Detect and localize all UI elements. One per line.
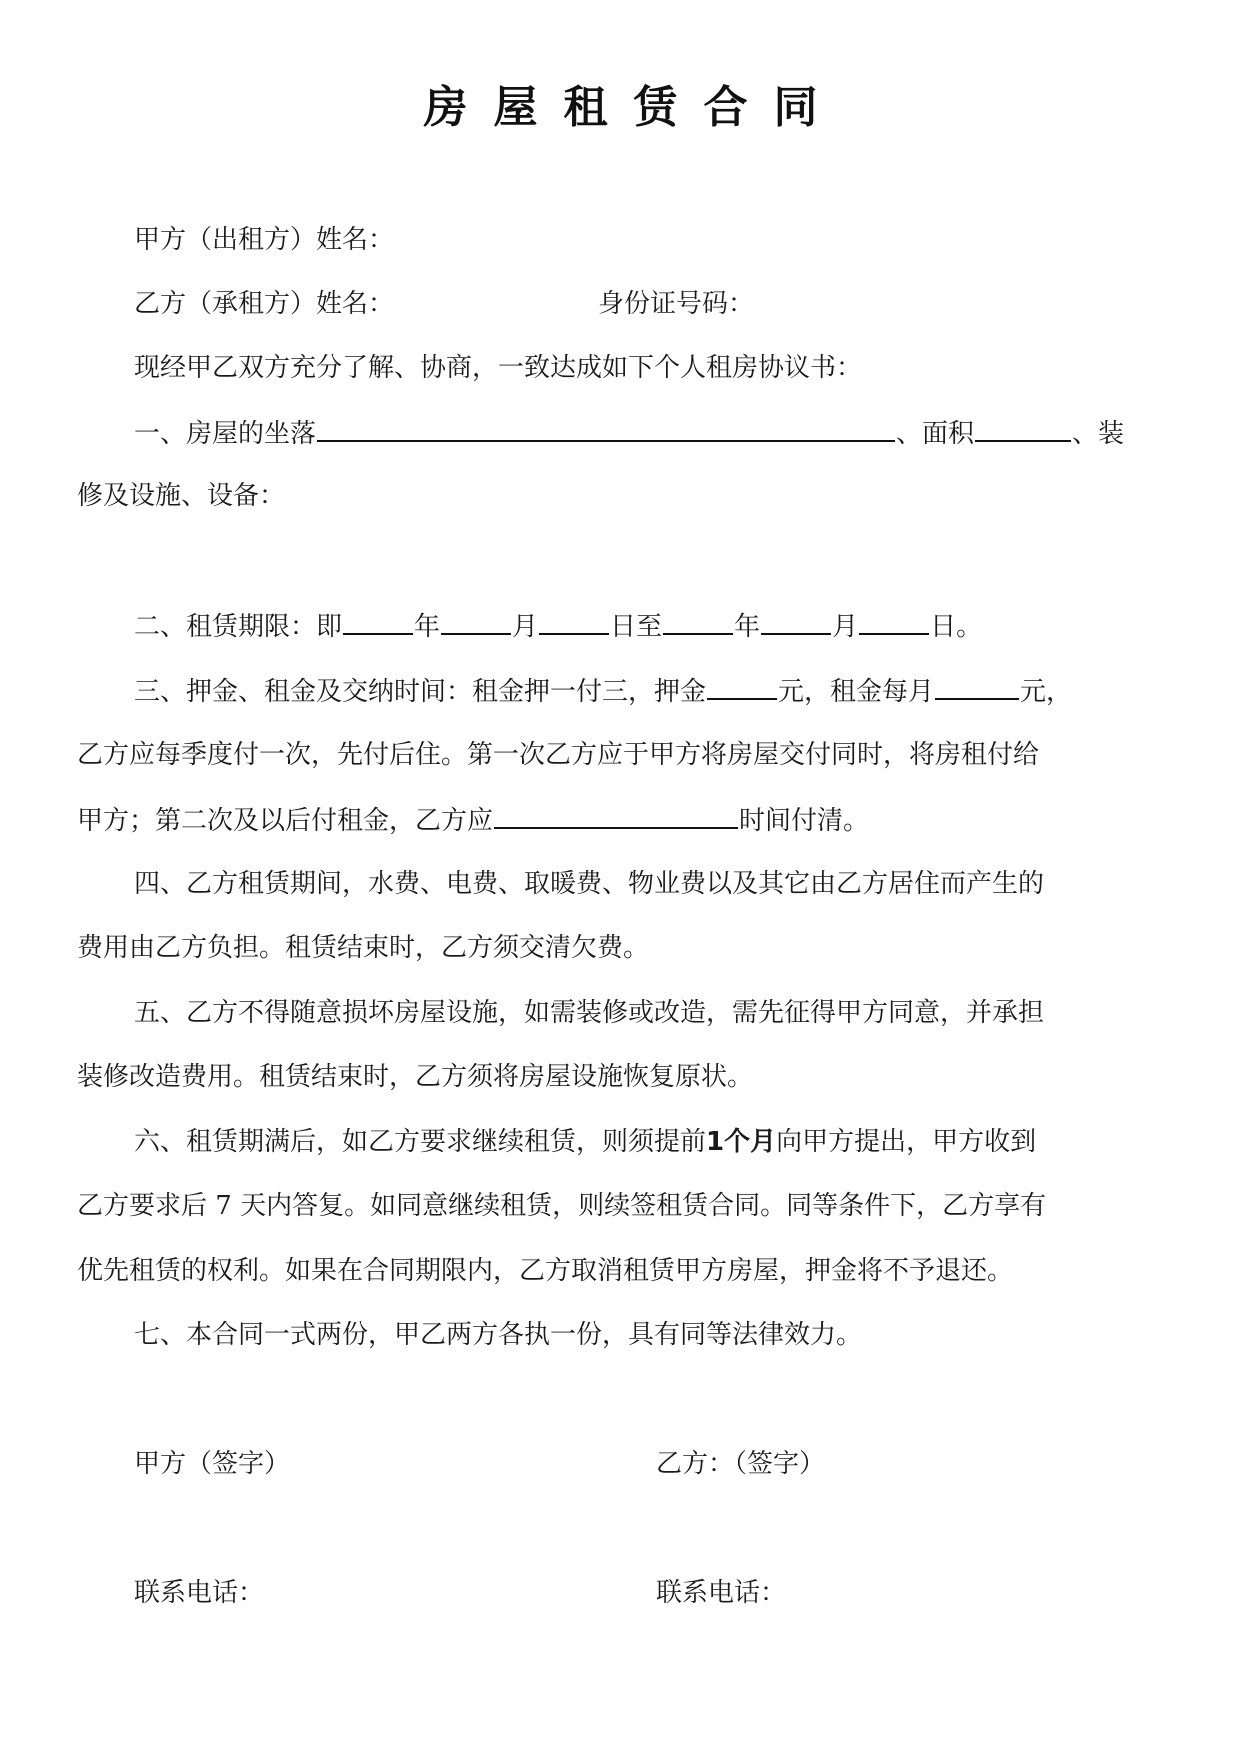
party-a-phone-label: 联系电话： (134, 1578, 265, 1608)
monthly-rent-blank[interactable] (935, 672, 1019, 700)
party-a-signature-label: 甲方（签字） (134, 1449, 291, 1479)
party-b-phone-label: 联系电话： (656, 1578, 787, 1608)
clause-1-decoration-label: 、装 (1072, 419, 1125, 449)
area-blank[interactable] (975, 414, 1071, 442)
clause-6-line-1 (134, 1124, 1036, 1160)
clause-1-location-label: 一、房屋的坐落 (134, 419, 317, 449)
payment-time-suffix: 时间付清。 (739, 806, 870, 836)
start-month-label: 月 (512, 612, 539, 642)
start-year-blank[interactable] (343, 607, 413, 635)
clause-6-line-3: 优先租赁的权利。如果在合同期限内，乙方取消租赁甲方房屋，押金将不予退还。 (77, 1256, 1014, 1286)
clause-4-line-2: 费用由乙方负担。租赁结束时，乙方须交清欠费。 (77, 933, 650, 963)
end-day-blank[interactable] (859, 607, 929, 635)
end-day-label: 日。 (930, 612, 983, 642)
party-b-signature-label: 乙方：（签字） (656, 1449, 826, 1479)
payment-time-blank[interactable] (494, 801, 738, 829)
clause-5-line-2: 装修改造费用。租赁结束时，乙方须将房屋设施恢复原状。 (77, 1062, 754, 1092)
clause-5-line-1: 五、乙方不得随意损坏房屋设施，如需装修或改造，需先征得甲方同意，并承担 (134, 998, 1045, 1028)
clause-1-area-label: 、面积 (896, 419, 975, 449)
end-year-label: 年 (734, 612, 761, 642)
notice-period: 1个月 (706, 1127, 777, 1157)
start-day-blank[interactable] (539, 607, 609, 635)
monthly-rent-label: 元，租金每月 (778, 677, 935, 707)
clause-2-prefix: 二、租赁期限：即 (134, 612, 343, 642)
start-day-label: 日至 (610, 612, 663, 642)
payment-time-label: 甲方；第二次及以后付租金，乙方应 (77, 806, 494, 836)
party-b-id-label: 身份证号码： (598, 289, 755, 319)
clause-6-suffix: 向甲方提出，甲方收到 (776, 1127, 1037, 1157)
clause-3-line-1 (134, 672, 1072, 710)
location-blank[interactable] (317, 414, 895, 442)
clause-6-line-2: 乙方要求后 7 天内答复。如同意继续租赁，则续签租赁合同。同等条件下，乙方享有 (77, 1191, 1047, 1221)
start-year-label: 年 (414, 612, 441, 642)
end-month-label: 月 (832, 612, 859, 642)
document-title: 房屋租赁合同 (423, 82, 844, 133)
deposit-blank[interactable] (707, 672, 777, 700)
monthly-rent-unit: 元， (1020, 677, 1073, 707)
start-month-blank[interactable] (441, 607, 511, 635)
clause-3-line-2: 乙方应每季度付一次，先付后住。第一次乙方应于甲方将房屋交付同时，将房租付给 (77, 740, 1040, 770)
end-month-blank[interactable] (761, 607, 831, 635)
party-b-name-label: 乙方（承租方）姓名： (134, 289, 395, 319)
clause-4-line-1: 四、乙方租赁期间，水费、电费、取暖费、物业费以及其它由乙方居住而产生的 (134, 869, 1045, 899)
deposit-label: 三、押金、租金及交纳时间：租金押一付三，押金 (134, 677, 707, 707)
end-year-blank[interactable] (663, 607, 733, 635)
clause-1-line-1 (134, 414, 1124, 452)
clause-1-line-2: 修及设施、设备： (77, 481, 286, 511)
clause-7-line: 七、本合同一式两份，甲乙两方各执一份，具有同等法律效力。 (134, 1320, 863, 1350)
clause-3-line-3 (77, 801, 869, 839)
clause-2-line (134, 607, 982, 645)
clause-6-prefix: 六、租赁期满后，如乙方要求继续租赁，则须提前 (134, 1127, 707, 1157)
party-a-name-label: 甲方（出租方）姓名： (134, 225, 395, 255)
intro-text: 现经甲乙双方充分了解、协商，一致达成如下个人租房协议书： (134, 353, 863, 383)
